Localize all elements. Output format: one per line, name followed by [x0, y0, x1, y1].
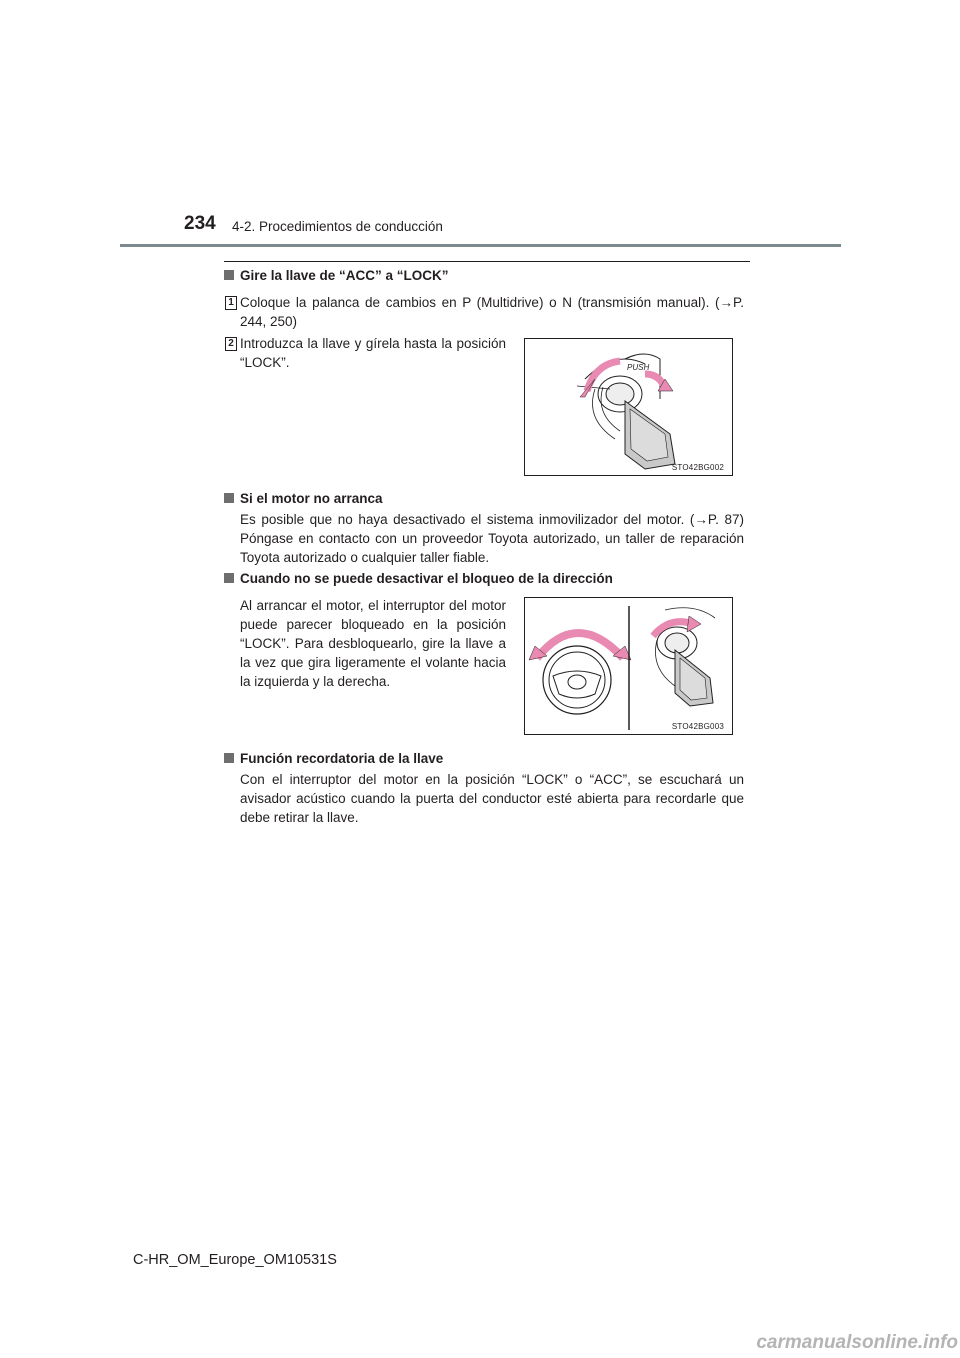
key-cylinder-illustration — [525, 339, 732, 475]
heading-bullet-icon — [224, 573, 234, 583]
heading-key-reminder: Función recordatoria de la llave — [224, 751, 443, 766]
page-number: 234 — [184, 213, 216, 234]
steering-wheel-illustration — [525, 598, 732, 734]
step-1-badge: 1 — [225, 296, 237, 310]
heading-bullet-icon — [224, 493, 234, 503]
figure-key-turn-lock — [524, 338, 733, 476]
heading-bullet-icon — [224, 270, 234, 280]
figure-steering-wheel-key — [524, 597, 733, 735]
heading-engine-no-start: Si el motor no arranca — [224, 491, 383, 506]
figure-code-1: STO42BG002 — [671, 463, 724, 472]
engine-no-start-text: Es posible que no haya desactivado el sistema inmovilizador del motor. (→P. 87) Póngase en contacto con un proveedor Toyota autorizado, un taller de reparación Toyota autorizado o cualquier taller fiable. — [240, 512, 744, 565]
steering-lock-text: Al arrancar el motor, el interruptor del motor puede parecer bloqueado en la posición “LOCK”. Para desbloquearlo, gire la llave a la vez que gira ligeramente el volante hacia la izquierda y la derecha. — [240, 598, 506, 689]
heading-bullet-icon — [224, 753, 234, 763]
step-2-badge: 2 — [225, 337, 237, 351]
section-divider — [224, 261, 750, 262]
heading-steering-lock: Cuando no se puede desactivar el bloqueo de la dirección — [224, 571, 613, 586]
key-reminder-text: Con el interruptor del motor en la posición “LOCK” o “ACC”, se escuchará un avisador acústico cuando la puerta del conductor esté abierta para recordarle que debe retirar la llave. — [240, 772, 744, 825]
document-id: C-HR_OM_Europe_OM10531S — [133, 1252, 337, 1268]
step-2-text: Introduzca la llave y gírela hasta la posición “LOCK”. — [240, 336, 506, 370]
push-label: PUSH — [627, 363, 650, 372]
header-rule — [120, 244, 841, 247]
figure-code-2: STO42BG003 — [671, 722, 724, 731]
heading-acc-to-lock: Gire la llave de “ACC” a “LOCK” — [224, 268, 449, 283]
step-1-text: Coloque la palanca de cambios en P (Multidrive) o N (transmisión manual). (→P. 244, 250) — [240, 295, 744, 329]
watermark[interactable]: carmanualsonline.info — [756, 1332, 958, 1353]
section-title: 4-2. Procedimientos de conducción — [232, 219, 443, 234]
